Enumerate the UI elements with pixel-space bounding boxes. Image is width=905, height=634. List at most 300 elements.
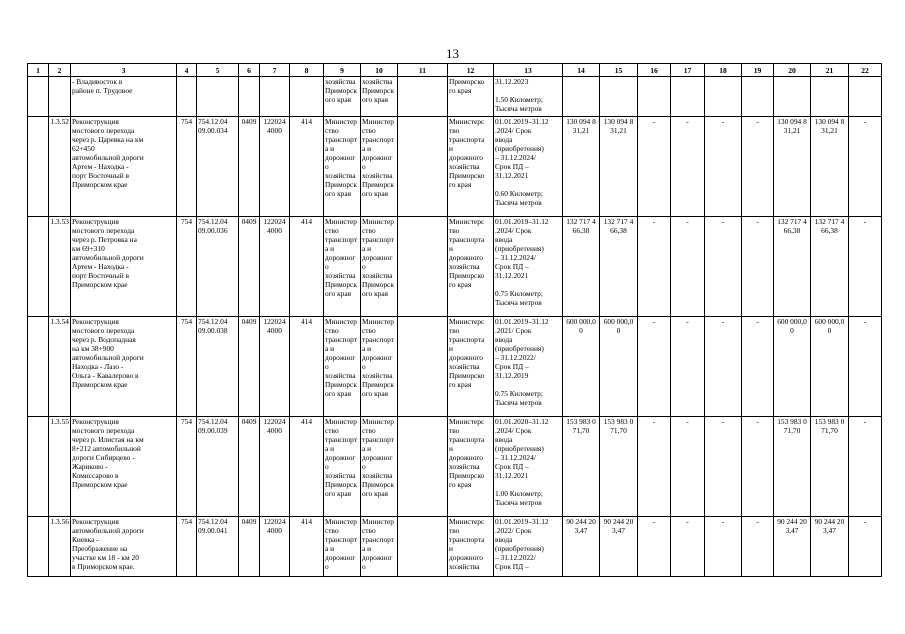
cell-line: 132 717 4 <box>814 217 845 226</box>
cell-line: транспорт <box>362 435 395 444</box>
cell-line: Приморск <box>362 280 394 289</box>
cell-line: а и <box>362 444 372 453</box>
cell-col14 <box>563 517 600 577</box>
cell-line: 0 <box>579 326 583 335</box>
cell-col6 <box>239 517 260 577</box>
cell-line: хозяйства <box>325 471 356 480</box>
cell-line: хозяйства <box>449 462 480 471</box>
cell-line: хозяйства <box>325 171 356 180</box>
cell-line: 4000 <box>267 326 282 335</box>
cell-c17 <box>671 417 705 517</box>
cell-line: транспорт <box>362 135 395 144</box>
cell-line: 01.01.2019–31.12 <box>495 217 549 226</box>
cell-line: 4000 <box>267 426 282 435</box>
cell-line: Срок ПД – <box>495 462 529 471</box>
cell-line: о <box>362 462 366 471</box>
cell-col22 <box>849 517 882 577</box>
cell-c19 <box>742 117 774 217</box>
cell-line: Ольга - Кавалерово в <box>72 371 139 380</box>
cell-line: Срок ПД – <box>495 162 529 171</box>
cell-line: (приобретения) <box>495 444 544 453</box>
cell-line: 71,70 <box>821 426 838 435</box>
cell-line: ство <box>325 426 339 435</box>
cell-col4 <box>177 317 197 417</box>
cell-line: автомобильной дороги <box>72 253 144 262</box>
cell-line: Срок ПД – <box>495 362 529 371</box>
cell-text: 754 <box>180 317 193 326</box>
cell-text: 3 <box>121 65 126 75</box>
cell-line: 122024 <box>263 417 286 426</box>
cell-col5 <box>197 517 239 577</box>
cell-text: - <box>686 417 689 426</box>
table-row <box>28 517 882 577</box>
cell-col21 <box>811 517 849 577</box>
cell-line: транспорта <box>449 435 485 444</box>
cell-line: 130 094 8 <box>603 117 634 126</box>
cell-text: 20 <box>788 65 796 75</box>
cell-line: хозяйства <box>362 271 393 280</box>
column-header <box>239 64 260 77</box>
cell-line: дорожног <box>362 553 393 562</box>
spacer <box>495 380 561 389</box>
cell-c18 <box>705 417 742 517</box>
cell-line: дорожного <box>449 453 483 462</box>
cell-empty <box>638 77 671 117</box>
cell-line: Приморск <box>362 86 394 95</box>
cell-line: тво <box>449 526 460 535</box>
cell-name <box>71 317 177 417</box>
cell-empty <box>705 77 742 117</box>
cell-line: Реконструкция <box>72 417 119 426</box>
cell-c18 <box>705 317 742 417</box>
cell-line: ввода <box>495 135 513 144</box>
cell-line: Министер <box>325 217 357 226</box>
column-header <box>28 64 49 77</box>
cell-line: через р. Водопадная <box>72 335 136 344</box>
cell-line: 01.01.2019–31.12 <box>495 317 549 326</box>
cell-line: 31,21 <box>821 126 838 135</box>
cell-text: 4 <box>184 65 189 75</box>
cell-text: - <box>863 117 867 126</box>
cell-col4 <box>177 417 197 517</box>
cell-col7 <box>260 117 290 217</box>
cell-text: - <box>686 217 689 226</box>
cell-c16 <box>638 217 671 317</box>
cell-line: автомобильной дороги <box>72 353 144 362</box>
cell-text: 1.3.52 <box>50 117 69 126</box>
cell-text: 10 <box>375 65 383 75</box>
cell-line: го края <box>449 480 472 489</box>
cell-line: ство <box>325 326 339 335</box>
cell-name <box>71 217 177 317</box>
cell-line: хозяйства <box>362 171 393 180</box>
cell-c19 <box>742 217 774 317</box>
cell-text: 0409 <box>241 417 257 426</box>
cell-col22 <box>849 217 882 317</box>
cell-line: го края <box>449 180 472 189</box>
cell-line: 3,47 <box>574 526 588 535</box>
cell-text: 754 <box>180 117 193 126</box>
cell-name <box>71 117 177 217</box>
column-header <box>494 64 563 77</box>
cell-line: и <box>449 444 453 453</box>
cell-line: транспорта <box>449 135 485 144</box>
column-header <box>290 64 324 77</box>
cell-line: хозяйства <box>449 562 480 571</box>
cell-empty <box>671 77 705 117</box>
cell-line: транспорта <box>449 535 485 544</box>
cell-line: Приморско <box>449 371 485 380</box>
cell-text: 9 <box>340 65 344 75</box>
column-header <box>260 64 290 77</box>
column-header <box>197 64 239 77</box>
cell-line: 4000 <box>267 126 282 135</box>
cell-line: ого края <box>325 289 352 298</box>
cell-text: - <box>652 417 656 426</box>
cell-col7 <box>260 317 290 417</box>
cell-line: го края <box>449 280 472 289</box>
cell-line: – 31.12.2024/ <box>495 153 536 162</box>
cell-text: 22 <box>861 65 869 75</box>
cell-line: транспорт <box>325 435 358 444</box>
cell-col1 <box>28 317 49 417</box>
cell-line: и <box>449 144 453 153</box>
cell-line: Тысяча метров <box>495 198 542 207</box>
cell-col12 <box>448 317 494 417</box>
cell-line: - Владивосток в <box>72 77 123 86</box>
cell-col7 <box>260 517 290 577</box>
cell-line: 153 983 0 <box>603 417 634 426</box>
column-header <box>361 64 398 77</box>
cell-col8 <box>290 417 324 517</box>
cell-text: - <box>863 317 867 326</box>
cell-line: 754.12.04 <box>198 517 228 526</box>
cell-col13 <box>494 417 563 517</box>
cell-line: 31.12.2021 <box>495 471 529 480</box>
cell-line: 71,70 <box>783 426 801 435</box>
cell-c19 <box>742 517 774 577</box>
cell-col1 <box>28 417 49 517</box>
cell-line: го края <box>449 86 472 95</box>
column-header <box>849 64 882 77</box>
cell-empty <box>811 77 849 117</box>
cell-line: дорожног <box>362 153 393 162</box>
cell-text: 754 <box>180 217 193 226</box>
cell-col13 <box>494 77 563 117</box>
cell-col11 <box>398 317 448 417</box>
cell-empty <box>563 77 600 117</box>
cell-line: – 31.12.2024/ <box>495 253 536 262</box>
cell-line: ого края <box>325 389 352 398</box>
cell-name <box>71 77 177 117</box>
cell-col10 <box>361 217 398 317</box>
cell-line: 90 244 20 <box>814 517 845 526</box>
cell-line: Приморск <box>362 480 394 489</box>
cell-empty <box>49 77 71 117</box>
cell-line: 153 983 0 <box>566 417 596 426</box>
cell-line: 62+450 <box>72 144 95 153</box>
cell-line: 0.75 Километр; <box>495 289 543 298</box>
cell-line: ого края <box>362 189 389 198</box>
cell-text: - <box>756 517 759 526</box>
cell-text: 1.3.54 <box>50 317 69 326</box>
cell-line: Жариково - <box>72 462 108 471</box>
cell-line: Приморско <box>449 77 485 86</box>
cell-col11 <box>398 417 448 517</box>
cell-col20 <box>774 117 811 217</box>
cell-c18 <box>705 217 742 317</box>
cell-col7 <box>260 417 290 517</box>
cell-col4 <box>177 517 197 577</box>
cell-line: тво <box>449 126 460 135</box>
cell-line: Министер <box>325 517 357 526</box>
cell-line: ого края <box>325 189 352 198</box>
cell-line: а и <box>362 544 372 553</box>
cell-empty <box>197 77 239 117</box>
cell-line: 01.01.2019–31.12 <box>495 517 549 526</box>
cell-col13 <box>494 117 563 217</box>
cell-line: и <box>449 544 453 553</box>
cell-line: Комиссарово в <box>72 471 119 480</box>
cell-text: - <box>686 517 689 526</box>
cell-col22 <box>849 317 882 417</box>
cell-line: Реконструкция <box>72 517 119 526</box>
cell-col6 <box>239 217 260 317</box>
cell-line: (приобретения) <box>495 344 544 353</box>
column-header <box>600 64 638 77</box>
cell-line: ство <box>362 426 376 435</box>
cell-empty <box>774 77 811 117</box>
cell-name <box>71 517 177 577</box>
column-header <box>448 64 494 77</box>
cell-line: Министер <box>362 117 394 126</box>
cell-line: 1.50 Километр; <box>495 95 543 104</box>
cell-number <box>49 517 71 577</box>
cell-line: дорожног <box>325 153 356 162</box>
cell-text: 0409 <box>241 317 257 326</box>
cell-line: Тысяча метров <box>495 398 542 407</box>
column-header <box>671 64 705 77</box>
cell-line: 31,21 <box>610 126 627 135</box>
cell-line: тво <box>449 226 460 235</box>
cell-line: дороги Сибирцево - <box>72 453 135 462</box>
cell-line: дорожног <box>362 253 393 262</box>
cell-line: Приморск <box>325 280 357 289</box>
cell-col5 <box>197 217 239 317</box>
cell-line: участке км 18 - км 20 <box>72 553 139 562</box>
cell-line: Приморско <box>449 271 485 280</box>
cell-col14 <box>563 217 600 317</box>
cell-col12 <box>448 417 494 517</box>
cell-line: ого края <box>325 489 352 498</box>
cell-line: 3,47 <box>823 526 836 535</box>
cell-line: 8+212 автомобильной <box>72 444 141 453</box>
cell-line: порт Восточный в <box>72 171 129 180</box>
cell-empty <box>177 77 197 117</box>
cell-line: мостового перехода <box>72 326 135 335</box>
cell-line: автомобильной дороги <box>72 526 144 535</box>
cell-line: 90 244 20 <box>566 517 596 526</box>
cell-line: транспорт <box>325 535 358 544</box>
cell-line: 3,47 <box>785 526 799 535</box>
cell-text: - <box>863 217 867 226</box>
cell-col9 <box>324 77 361 117</box>
cell-line: Артем - Находка - <box>72 162 129 171</box>
cell-line: мостового перехода <box>72 126 135 135</box>
cell-line: Министерс <box>449 517 485 526</box>
cell-line: Реконструкция <box>72 317 119 326</box>
cell-c19 <box>742 417 774 517</box>
cell-col14 <box>563 317 600 417</box>
cell-col20 <box>774 517 811 577</box>
cell-line: 01.01.2019–31.12 <box>495 117 549 126</box>
cell-line: 09.00.036 <box>198 226 228 235</box>
cell-line: ство <box>362 526 376 535</box>
cell-name <box>71 417 177 517</box>
cell-col8 <box>290 517 324 577</box>
cell-empty <box>260 77 290 117</box>
cell-line: ого края <box>362 289 389 298</box>
table-row <box>28 117 882 217</box>
cell-text: 7 <box>272 65 277 75</box>
cell-line: 3,47 <box>612 526 625 535</box>
cell-col12 <box>448 77 494 117</box>
cell-col11 <box>398 517 448 577</box>
cell-empty <box>742 77 774 117</box>
cell-line: а и <box>325 444 335 453</box>
cell-line: 754.12.04 <box>198 117 228 126</box>
cell-line: 122024 <box>263 117 286 126</box>
cell-line: 754.12.04 <box>198 417 228 426</box>
cell-text: 414 <box>300 517 313 526</box>
cell-line: транспорт <box>362 335 395 344</box>
cell-line: ство <box>362 226 376 235</box>
cell-line: о <box>325 562 329 571</box>
cell-line: хозяйства <box>449 262 480 271</box>
cell-text: - <box>863 517 867 526</box>
spacer <box>495 280 561 289</box>
cell-col1 <box>28 117 49 217</box>
cell-text: 2 <box>57 65 62 75</box>
cell-line: Приморск <box>325 86 357 95</box>
cell-line: Тысяча метров <box>495 498 542 507</box>
cell-text: - <box>721 117 725 126</box>
cell-line: о <box>325 262 329 271</box>
cell-text: 11 <box>418 65 427 75</box>
cell-col12 <box>448 517 494 577</box>
cell-line: о <box>325 162 329 171</box>
column-header <box>71 64 177 77</box>
cell-c17 <box>671 117 705 217</box>
cell-col5 <box>197 417 239 517</box>
cell-line: на км 38+900 <box>72 344 114 353</box>
table-row <box>28 217 882 317</box>
cell-line: .2024/ Срок <box>495 426 532 435</box>
cell-line: Приморск <box>362 380 394 389</box>
cell-line: Министерс <box>449 317 485 326</box>
cell-line: Министерс <box>449 117 485 126</box>
cell-col14 <box>563 117 600 217</box>
cell-col13 <box>494 317 563 417</box>
cell-line: 31.12.2023 <box>495 77 529 86</box>
cell-line: Приморско <box>449 471 485 480</box>
cell-line: ство <box>325 526 339 535</box>
cell-text: - <box>652 117 656 126</box>
cell-line: 130 094 8 <box>777 117 807 126</box>
cell-empty <box>849 77 882 117</box>
cell-col12 <box>448 117 494 217</box>
column-header <box>638 64 671 77</box>
cell-col11 <box>398 217 448 317</box>
cell-line: хозяйства <box>362 77 393 86</box>
cell-text: 6 <box>247 65 251 75</box>
cell-line: Приморском крае <box>72 180 128 189</box>
cell-line: дорожного <box>449 253 483 262</box>
cell-line: 31.12.2021 <box>495 171 529 180</box>
cell-line: Приморск <box>325 380 357 389</box>
cell-line: автомобильной дороги <box>72 153 144 162</box>
table-row <box>28 317 882 417</box>
cell-line: транспорта <box>449 235 485 244</box>
cell-col13 <box>494 217 563 317</box>
column-header <box>811 64 849 77</box>
cell-c18 <box>705 517 742 577</box>
cell-text: - <box>756 217 759 226</box>
cell-line: транспорт <box>325 235 358 244</box>
cell-line: 66,38 <box>610 226 627 235</box>
cell-line: Министерс <box>449 217 485 226</box>
cell-number <box>49 217 71 317</box>
cell-line: – 31.12.2024/ <box>495 453 536 462</box>
cell-line: 01.01.2020–31.12 <box>495 417 549 426</box>
cell-line: транспорт <box>362 235 395 244</box>
cell-text: 754 <box>180 417 193 426</box>
cell-line: Киевка - <box>72 535 99 544</box>
cell-line: – 31.12.2022/ <box>495 553 536 562</box>
cell-line: о <box>362 162 366 171</box>
cell-empty <box>600 77 638 117</box>
cell-line: .2022/ Срок <box>495 526 532 535</box>
cell-line: 122024 <box>263 317 286 326</box>
cell-line: 09.00.034 <box>198 126 228 135</box>
cell-text: 19 <box>753 65 762 75</box>
cell-col10 <box>361 517 398 577</box>
cell-col12 <box>448 217 494 317</box>
cell-c17 <box>671 317 705 417</box>
cell-line: и <box>449 244 453 253</box>
cell-col1 <box>28 217 49 317</box>
cell-line: 153 983 0 <box>777 417 807 426</box>
cell-line: ого края <box>362 389 389 398</box>
cell-line: 122024 <box>263 517 286 526</box>
cell-line: 4000 <box>267 526 282 535</box>
cell-line: км 69+310 <box>72 244 105 253</box>
cell-col7 <box>260 217 290 317</box>
cell-line: 132 717 4 <box>566 217 596 226</box>
cell-col21 <box>811 217 849 317</box>
cell-line: .2024/ Срок <box>495 226 532 235</box>
cell-line: ввода <box>495 335 513 344</box>
cell-col1 <box>28 517 49 577</box>
cell-col5 <box>197 317 239 417</box>
cell-col20 <box>774 417 811 517</box>
cell-line: Министер <box>362 317 394 326</box>
cell-line: дорожног <box>325 353 356 362</box>
cell-line: Приморско <box>449 171 485 180</box>
cell-line: Министер <box>362 517 394 526</box>
cell-text: 18 <box>719 65 727 75</box>
cell-line: 122024 <box>263 217 286 226</box>
